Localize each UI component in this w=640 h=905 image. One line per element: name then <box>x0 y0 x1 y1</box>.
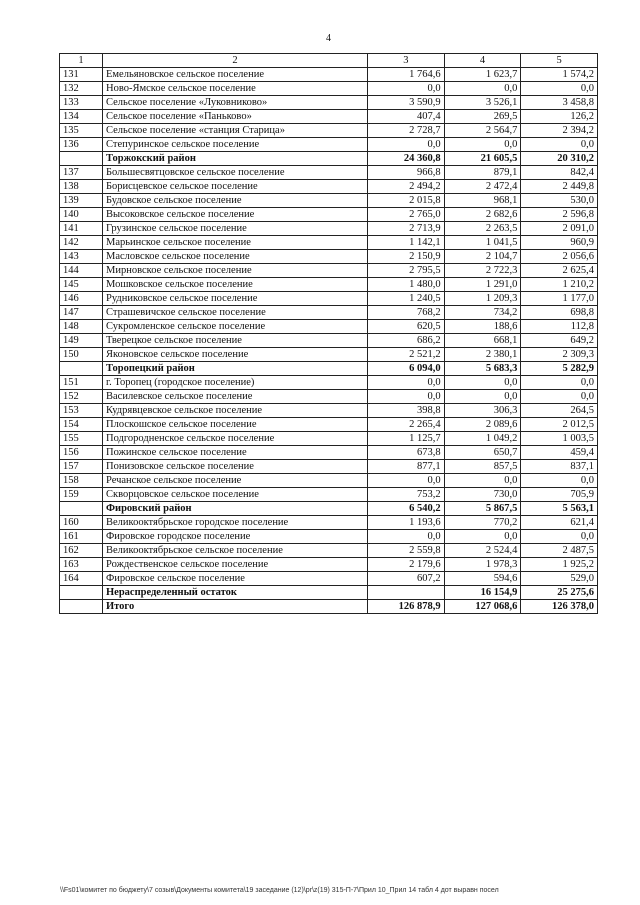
row-value-col5: 25 275,6 <box>521 586 598 600</box>
table-row <box>60 124 598 138</box>
row-name: Понизовское сельское поселение <box>103 460 368 474</box>
row-number: 136 <box>60 138 103 152</box>
row-value-col5: 2 012,5 <box>521 418 598 432</box>
table-row <box>60 334 598 348</box>
row-value-col5: 2 056,6 <box>521 250 598 264</box>
row-value-col5: 1 574,2 <box>521 68 598 82</box>
row-value-col5: 837,1 <box>521 460 598 474</box>
row-value-col4: 5 683,3 <box>444 362 521 376</box>
row-number: 158 <box>60 474 103 488</box>
row-value-col5: 529,0 <box>521 572 598 586</box>
row-name: Страшевичское сельское поселение <box>103 306 368 320</box>
row-value-col5: 5 563,1 <box>521 502 598 516</box>
row-number: 147 <box>60 306 103 320</box>
table-row-subtotal <box>60 600 598 614</box>
row-value-col5: 5 282,9 <box>521 362 598 376</box>
row-value-col4: 1 623,7 <box>444 68 521 82</box>
row-value-col3: 407,4 <box>368 110 445 124</box>
table-row <box>60 138 598 152</box>
row-value-col3: 2 179,6 <box>368 558 445 572</box>
table-row <box>60 418 598 432</box>
footer-file-path: \\Fs01\комитет по бюджету\7 созыв\Документы комитета\19 заседание (12)\pr\z(19) 315-П-7\Прил 10_Прил 14 табл 4 дот выравн посел <box>60 887 499 894</box>
row-value-col4: 5 867,5 <box>444 502 521 516</box>
row-value-col4: 650,7 <box>444 446 521 460</box>
table-row <box>60 348 598 362</box>
row-name: Высоковское сельское поселение <box>103 208 368 222</box>
row-value-col5: 2 091,0 <box>521 222 598 236</box>
row-value-col3: 0,0 <box>368 530 445 544</box>
row-value-col4: 0,0 <box>444 530 521 544</box>
row-number: 151 <box>60 376 103 390</box>
table-row-subtotal <box>60 362 598 376</box>
row-name: Рудниковское сельское поселение <box>103 292 368 306</box>
row-value-col3: 398,8 <box>368 404 445 418</box>
row-value-col4: 2 380,1 <box>444 348 521 362</box>
table-row <box>60 376 598 390</box>
row-value-col4: 0,0 <box>444 390 521 404</box>
header-col-4: 4 <box>444 54 521 68</box>
row-name: Торопецкий район <box>103 362 368 376</box>
row-name: Итого <box>103 600 368 614</box>
row-value-col4: 1 041,5 <box>444 236 521 250</box>
row-name: Фировское сельское поселение <box>103 572 368 586</box>
row-value-col4: 2 524,4 <box>444 544 521 558</box>
row-value-col5: 621,4 <box>521 516 598 530</box>
row-value-col3: 126 878,9 <box>368 600 445 614</box>
table-row <box>60 516 598 530</box>
header-col-1: 1 <box>60 54 103 68</box>
table-row <box>60 446 598 460</box>
row-name: г. Торопец (городское поселение) <box>103 376 368 390</box>
row-value-col4: 730,0 <box>444 488 521 502</box>
row-value-col5: 3 458,8 <box>521 96 598 110</box>
row-value-col3: 877,1 <box>368 460 445 474</box>
row-name: Торжокский район <box>103 152 368 166</box>
table-row <box>60 222 598 236</box>
row-number <box>60 586 103 600</box>
row-value-col3: 2 765,0 <box>368 208 445 222</box>
row-value-col5: 126 378,0 <box>521 600 598 614</box>
row-value-col3: 620,5 <box>368 320 445 334</box>
row-name: Великооктябрьское сельское поселение <box>103 544 368 558</box>
row-number: 163 <box>60 558 103 572</box>
row-value-col3: 6 094,0 <box>368 362 445 376</box>
row-name: Емельяновское сельское поселение <box>103 68 368 82</box>
row-number: 150 <box>60 348 103 362</box>
row-value-col4: 2 263,5 <box>444 222 521 236</box>
row-value-col5: 1 210,2 <box>521 278 598 292</box>
row-value-col5: 0,0 <box>521 390 598 404</box>
row-number: 162 <box>60 544 103 558</box>
row-value-col3: 1 764,6 <box>368 68 445 82</box>
row-value-col3: 0,0 <box>368 138 445 152</box>
row-value-col3: 0,0 <box>368 474 445 488</box>
row-value-col3 <box>368 586 445 600</box>
table-row <box>60 474 598 488</box>
table-row <box>60 236 598 250</box>
row-number: 149 <box>60 334 103 348</box>
row-number: 142 <box>60 236 103 250</box>
table-row <box>60 82 598 96</box>
row-value-col4: 0,0 <box>444 474 521 488</box>
row-value-col5: 2 394,2 <box>521 124 598 138</box>
row-value-col4: 127 068,6 <box>444 600 521 614</box>
row-number: 145 <box>60 278 103 292</box>
row-name: Скворцовское сельское поселение <box>103 488 368 502</box>
row-value-col4: 3 526,1 <box>444 96 521 110</box>
row-name: Борисцевское сельское поселение <box>103 180 368 194</box>
row-value-col5: 698,8 <box>521 306 598 320</box>
row-value-col4: 269,5 <box>444 110 521 124</box>
table-row <box>60 558 598 572</box>
row-number: 143 <box>60 250 103 264</box>
row-name: Пожинское сельское поселение <box>103 446 368 460</box>
row-value-col3: 1 240,5 <box>368 292 445 306</box>
row-value-col4: 879,1 <box>444 166 521 180</box>
row-number <box>60 362 103 376</box>
row-name: Ново-Ямское сельское поселение <box>103 82 368 96</box>
row-number <box>60 152 103 166</box>
row-value-col3: 2 494,2 <box>368 180 445 194</box>
row-name: Речанское сельское поселение <box>103 474 368 488</box>
row-name: Фировский район <box>103 502 368 516</box>
table-row <box>60 404 598 418</box>
row-value-col3: 686,2 <box>368 334 445 348</box>
row-number: 164 <box>60 572 103 586</box>
row-value-col4: 1 978,3 <box>444 558 521 572</box>
row-value-col4: 2 472,4 <box>444 180 521 194</box>
row-value-col5: 2 309,3 <box>521 348 598 362</box>
row-value-col5: 2 596,8 <box>521 208 598 222</box>
table-row <box>60 250 598 264</box>
row-name: Сельское поселение «Паньково» <box>103 110 368 124</box>
row-number: 152 <box>60 390 103 404</box>
row-value-col3: 2 559,8 <box>368 544 445 558</box>
row-number: 155 <box>60 432 103 446</box>
row-number: 146 <box>60 292 103 306</box>
row-name: Нераспределенный остаток <box>103 586 368 600</box>
row-name: Подгородненское сельское поселение <box>103 432 368 446</box>
row-value-col3: 0,0 <box>368 82 445 96</box>
row-value-col4: 668,1 <box>444 334 521 348</box>
row-number: 153 <box>60 404 103 418</box>
row-name: Большесвятцовское сельское поселение <box>103 166 368 180</box>
row-value-col5: 459,4 <box>521 446 598 460</box>
row-name: Кудрявцевское сельское поселение <box>103 404 368 418</box>
header-col-2: 2 <box>103 54 368 68</box>
row-value-col4: 968,1 <box>444 194 521 208</box>
row-number: 133 <box>60 96 103 110</box>
row-value-col5: 649,2 <box>521 334 598 348</box>
page-number: 4 <box>326 33 331 44</box>
row-name: Рождественское сельское поселение <box>103 558 368 572</box>
row-number: 135 <box>60 124 103 138</box>
table-row <box>60 110 598 124</box>
table-row <box>60 390 598 404</box>
row-name: Марьинское сельское поселение <box>103 236 368 250</box>
row-name: Сельское поселение «станция Старица» <box>103 124 368 138</box>
row-value-col4: 0,0 <box>444 82 521 96</box>
row-name: Фировское городское поселение <box>103 530 368 544</box>
row-name: Василевское сельское поселение <box>103 390 368 404</box>
row-number: 144 <box>60 264 103 278</box>
row-value-col5: 112,8 <box>521 320 598 334</box>
row-number: 154 <box>60 418 103 432</box>
row-value-col3: 1 125,7 <box>368 432 445 446</box>
table-row-subtotal <box>60 152 598 166</box>
row-name: Масловское сельское поселение <box>103 250 368 264</box>
row-name: Плоскошское сельское поселение <box>103 418 368 432</box>
row-value-col3: 2 521,2 <box>368 348 445 362</box>
header-row <box>60 54 598 68</box>
row-value-col5: 0,0 <box>521 530 598 544</box>
header-col-3: 3 <box>368 54 445 68</box>
row-value-col4: 594,6 <box>444 572 521 586</box>
table-row <box>60 194 598 208</box>
row-value-col4: 770,2 <box>444 516 521 530</box>
row-number: 132 <box>60 82 103 96</box>
row-value-col3: 2 015,8 <box>368 194 445 208</box>
row-number: 131 <box>60 68 103 82</box>
row-value-col4: 0,0 <box>444 376 521 390</box>
table-row <box>60 96 598 110</box>
table-row <box>60 572 598 586</box>
row-name: Мошковское сельское поселение <box>103 278 368 292</box>
row-value-col3: 1 193,6 <box>368 516 445 530</box>
table-row <box>60 530 598 544</box>
table-row-subtotal <box>60 586 598 600</box>
table-row <box>60 432 598 446</box>
row-value-col5: 2 625,4 <box>521 264 598 278</box>
row-value-col3: 966,8 <box>368 166 445 180</box>
row-value-col5: 126,2 <box>521 110 598 124</box>
row-name: Сукромленское сельское поселение <box>103 320 368 334</box>
row-value-col5: 0,0 <box>521 138 598 152</box>
row-number: 137 <box>60 166 103 180</box>
row-value-col5: 2 487,5 <box>521 544 598 558</box>
row-value-col3: 24 360,8 <box>368 152 445 166</box>
row-number: 160 <box>60 516 103 530</box>
row-value-col4: 2 564,7 <box>444 124 521 138</box>
row-value-col4: 0,0 <box>444 138 521 152</box>
budget-table <box>59 53 598 614</box>
row-value-col5: 0,0 <box>521 82 598 96</box>
row-name: Мирновское сельское поселение <box>103 264 368 278</box>
table-row <box>60 180 598 194</box>
row-number <box>60 502 103 516</box>
row-value-col3: 753,2 <box>368 488 445 502</box>
table-row <box>60 278 598 292</box>
row-value-col4: 1 209,3 <box>444 292 521 306</box>
row-value-col5: 2 449,8 <box>521 180 598 194</box>
row-value-col4: 2 682,6 <box>444 208 521 222</box>
row-value-col3: 2 795,5 <box>368 264 445 278</box>
row-value-col4: 857,5 <box>444 460 521 474</box>
row-value-col5: 0,0 <box>521 474 598 488</box>
row-value-col5: 1 003,5 <box>521 432 598 446</box>
row-value-col3: 2 728,7 <box>368 124 445 138</box>
row-value-col3: 1 142,1 <box>368 236 445 250</box>
row-value-col5: 0,0 <box>521 376 598 390</box>
row-number: 141 <box>60 222 103 236</box>
row-value-col4: 16 154,9 <box>444 586 521 600</box>
row-number: 140 <box>60 208 103 222</box>
table-row <box>60 320 598 334</box>
row-name: Сельское поселение «Луковниково» <box>103 96 368 110</box>
row-name: Степуринское сельское поселение <box>103 138 368 152</box>
row-value-col5: 842,4 <box>521 166 598 180</box>
row-value-col5: 1 177,0 <box>521 292 598 306</box>
row-number: 139 <box>60 194 103 208</box>
row-number: 138 <box>60 180 103 194</box>
row-value-col5: 530,0 <box>521 194 598 208</box>
row-value-col3: 0,0 <box>368 376 445 390</box>
row-number: 134 <box>60 110 103 124</box>
row-name: Великооктябрьское городское поселение <box>103 516 368 530</box>
table-row <box>60 488 598 502</box>
table-row <box>60 208 598 222</box>
row-number: 148 <box>60 320 103 334</box>
row-value-col3: 2 265,4 <box>368 418 445 432</box>
table-row <box>60 264 598 278</box>
row-value-col5: 1 925,2 <box>521 558 598 572</box>
table-row <box>60 68 598 82</box>
row-number: 161 <box>60 530 103 544</box>
header-col-5: 5 <box>521 54 598 68</box>
row-name: Тверецкое сельское поселение <box>103 334 368 348</box>
row-number <box>60 600 103 614</box>
row-value-col4: 2 089,6 <box>444 418 521 432</box>
table-row <box>60 460 598 474</box>
row-value-col3: 673,8 <box>368 446 445 460</box>
row-value-col3: 3 590,9 <box>368 96 445 110</box>
row-number: 157 <box>60 460 103 474</box>
row-number: 159 <box>60 488 103 502</box>
row-value-col3: 1 480,0 <box>368 278 445 292</box>
row-value-col4: 2 104,7 <box>444 250 521 264</box>
table-row <box>60 306 598 320</box>
row-value-col4: 21 605,5 <box>444 152 521 166</box>
row-value-col4: 306,3 <box>444 404 521 418</box>
row-value-col4: 734,2 <box>444 306 521 320</box>
table-body <box>60 54 598 614</box>
row-name: Яконовское сельское поселение <box>103 348 368 362</box>
row-value-col3: 0,0 <box>368 390 445 404</box>
row-number: 156 <box>60 446 103 460</box>
table-row-subtotal <box>60 502 598 516</box>
row-value-col3: 607,2 <box>368 572 445 586</box>
row-name: Будовское сельское поселение <box>103 194 368 208</box>
row-value-col4: 1 049,2 <box>444 432 521 446</box>
row-value-col4: 188,6 <box>444 320 521 334</box>
row-value-col4: 1 291,0 <box>444 278 521 292</box>
row-value-col5: 20 310,2 <box>521 152 598 166</box>
row-value-col5: 705,9 <box>521 488 598 502</box>
row-value-col3: 768,2 <box>368 306 445 320</box>
row-value-col5: 264,5 <box>521 404 598 418</box>
row-value-col3: 2 713,9 <box>368 222 445 236</box>
row-value-col4: 2 722,3 <box>444 264 521 278</box>
table-row <box>60 292 598 306</box>
row-value-col3: 2 150,9 <box>368 250 445 264</box>
row-name: Грузинское сельское поселение <box>103 222 368 236</box>
table-row <box>60 544 598 558</box>
table-row <box>60 166 598 180</box>
row-value-col5: 960,9 <box>521 236 598 250</box>
row-value-col3: 6 540,2 <box>368 502 445 516</box>
